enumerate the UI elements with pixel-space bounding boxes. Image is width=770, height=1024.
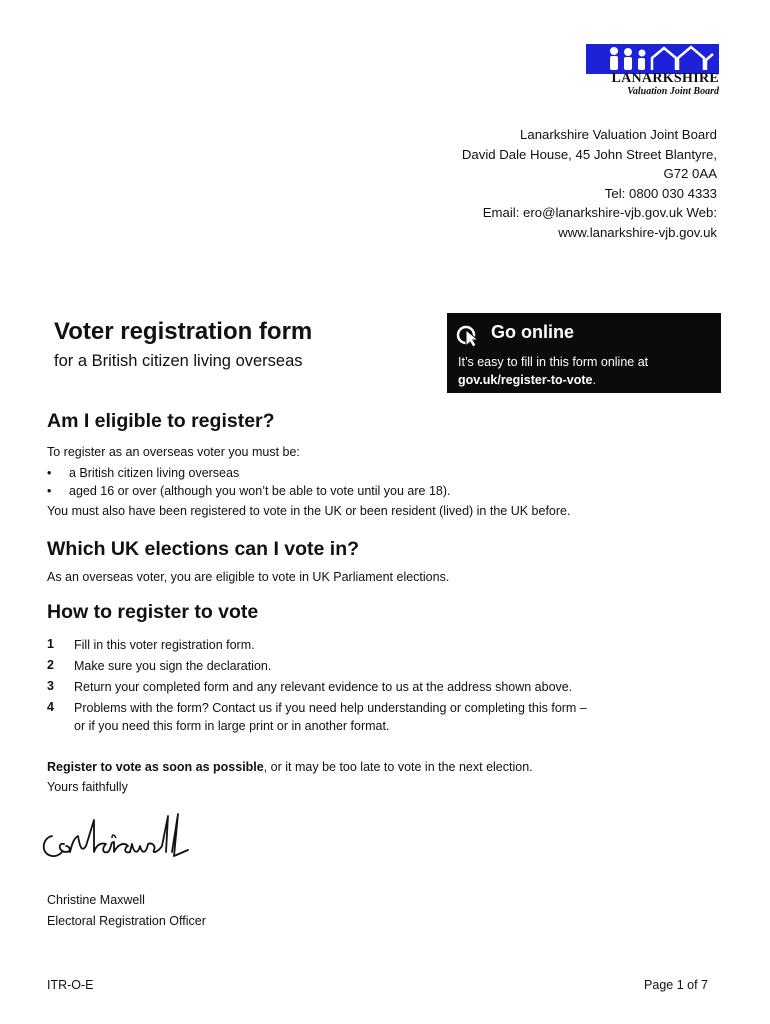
eligibility-intro: To register as an overseas voter you must be: [47, 445, 300, 459]
address-line: David Dale House, 45 John Street Blantyre, [461, 146, 717, 162]
signature-image [38, 808, 220, 870]
register-to-vote-link[interactable]: gov.uk/register-to-vote [458, 373, 593, 387]
page-number: Page 1 of 7 [644, 978, 708, 992]
form-subtitle: for a British citizen living overseas [54, 352, 303, 370]
step-number: 3 [47, 679, 54, 693]
logo-subtitle: Valuation Joint Board [627, 86, 719, 97]
elections-heading: Which UK elections can I vote in? [47, 538, 360, 560]
form-code: ITR-O-E [47, 978, 94, 992]
go-online-heading: Go online [491, 322, 574, 342]
address-line: Email: ero@lanarkshire-vjb.gov.uk Web: [482, 205, 717, 220]
step-item [47, 655, 634, 676]
go-online-description: It’s easy to fill in this form online at [458, 355, 649, 369]
closing-line [47, 760, 533, 774]
signoff: Yours faithfully [47, 780, 128, 794]
closing-rest: , or it may be too late to vote in the next election. [263, 760, 533, 774]
how-to-heading: How to register to vote [47, 601, 259, 623]
mouse-pointer-icon [456, 324, 484, 348]
step-text: Fill in this voter registration form. [74, 638, 255, 652]
step-item [47, 697, 634, 736]
form-title: Voter registration form [54, 318, 313, 345]
signer-title: Electoral Registration Officer [47, 914, 206, 928]
logo-band [586, 44, 719, 74]
go-online-box [447, 313, 721, 393]
step-number: 1 [47, 637, 54, 651]
address-line: Tel: 0800 030 4333 [604, 185, 717, 201]
list-item: • aged 16 or over (although you won’t be able to vote until you are 18). [47, 482, 451, 500]
link-suffix: . [592, 373, 596, 387]
eligibility-note: You must also have been registered to vote in the UK or been resident (lived) in the UK before. [47, 504, 571, 518]
address-line: G72 0AA [663, 166, 717, 181]
address-line: Lanarkshire Valuation Joint Board [520, 127, 717, 142]
steps-list [47, 634, 634, 736]
logo-name: LANARKSHIRE [611, 71, 719, 86]
sender-address [377, 125, 717, 242]
elections-text: As an overseas voter, you are eligible to vote in UK Parliament elections. [47, 570, 450, 584]
eligibility-heading: Am I eligible to register? [47, 410, 275, 432]
step-number: 2 [47, 658, 54, 672]
step-number: 4 [47, 700, 54, 714]
step-item [47, 634, 634, 655]
go-online-text [458, 353, 716, 389]
closing-emphasis: Register to vote as soon as possible [47, 760, 264, 774]
list-item: • a British citizen living overseas [47, 464, 451, 482]
step-item [47, 676, 634, 697]
signer-name: Christine Maxwell [47, 893, 145, 907]
step-text: Return your completed form and any relevant evidence to us at the address shown above. [74, 680, 573, 694]
people-houses-icon [586, 44, 719, 74]
address-line: www.lanarkshire-vjb.gov.uk [558, 224, 717, 240]
step-text: Make sure you sign the declaration. [74, 659, 272, 673]
eligibility-list [47, 464, 451, 500]
step-text: Problems with the form? Contact us if you need help understanding or completing this form – or if you need this form in large print or in another format. [74, 701, 587, 733]
lanarkshire-vjb-logo [586, 44, 719, 100]
